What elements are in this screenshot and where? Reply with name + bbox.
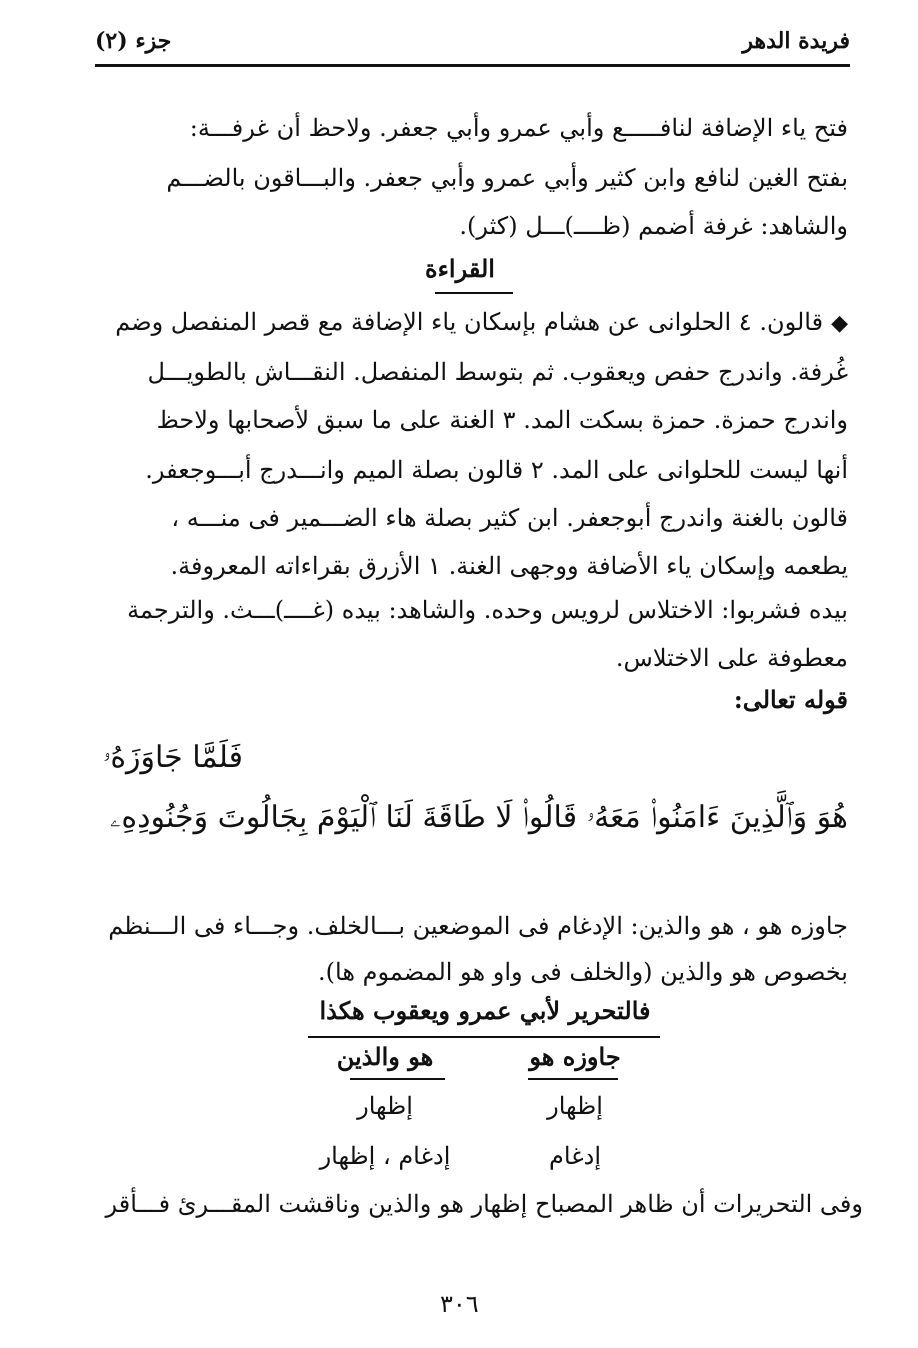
header-underline [350,1078,445,1080]
text-line: يطعمه وإسكان ياء الأضافة ووجهى الغنة. ١ الأزرق بقراءاته المعروفة. [170,552,848,580]
book-title: فريدة الدهر [742,28,850,54]
part-label: جزء (٢) [95,28,172,54]
text-line: وفى التحريرات أن ظاهر المصباح إظهار هو والذين وناقشت المقـــرئ فـــأقر [105,1190,863,1218]
table-header: هو والذين [336,1042,434,1071]
text-line: جاوزه هو ، هو والذين: الإدغام فى الموضعين بـــالخلف. وجـــاء فى الـــنظم [108,912,848,940]
diamond-bullet-icon: ◆ [831,311,848,336]
text-line: فتح ياء الإضافة لنافـــــع وأبي عمرو وأبي جعفر. ولاحظ أن غرفـــة: [189,114,848,142]
text-segment: قالون. ٤ الحلوانى عن هشام بإسكان ياء الإضافة مع قصر المنفصل وضم [115,308,824,336]
text-line [98,302,848,344]
page-number: ٣٠٦ [440,1290,479,1318]
table-cell: إظهار [357,1092,413,1120]
verse-line-2: هُوَ وَٱلَّذِينَ ءَامَنُوا۟ مَعَهُۥ قَالُوا۟ لَا طَاقَةَ لَنَا ٱلْيَوْمَ بِجَالُوتَ وَجُنُودِهِۦ [110,800,848,835]
text-line: بخصوص هو والذين (والخلف فى واو هو المضموم ها). [318,958,848,986]
header-underline [528,1078,618,1080]
text-line: أنها ليست للحلوانى على المد. ٢ قالون بصلة الميم وانـــدرج أبـــوجعفر. [145,456,848,484]
table-title: فالتحرير لأبي عمرو ويعقوب هكذا [319,996,651,1025]
text-line: قالون بالغنة واندرج أبوجعفر. ابن كثير بصلة هاء الضـــمير فى منـــه ، [171,504,848,532]
text-line: واندرج حمزة. حمزة بسكت المد. ٣ الغنة على ما سبق لأصحابها ولاحظ [156,406,848,434]
table-header: جاوزه هو [529,1042,621,1071]
text-line: بفتح الغين لنافع وابن كثير وأبي عمرو وأبي جعفر. والبـــاقون بالضـــم [166,164,848,192]
quote-intro: قوله تعالى: [733,685,848,714]
text-line: بيده فشربوا: الاختلاس لرويس وحده. والشاهد: بيده (غــــ)ـــث. والترجمة [127,596,848,624]
table-cell: إدغام ، إظهار [319,1142,451,1170]
table-cell: إظهار [547,1092,603,1120]
heading-underline [435,292,513,294]
text-line: معطوفة على الاختلاس. [615,644,848,672]
page-header [95,22,850,66]
header-rule [95,64,850,67]
table-cell: إدغام [548,1142,602,1170]
verse-line-1: فَلَمَّا جَاوَزَهُۥ [102,740,243,775]
text-line: والشاهد: غرفة أضمم (ظــــ)ـــل (كثر). [459,212,848,240]
text-line: غُرفة. واندرج حفص ويعقوب. ثم بتوسط المنفصل. النقـــاش بالطويـــل [147,358,848,386]
table-title-underline [308,1036,660,1038]
section-heading-qiraa: القراءة [425,254,495,283]
